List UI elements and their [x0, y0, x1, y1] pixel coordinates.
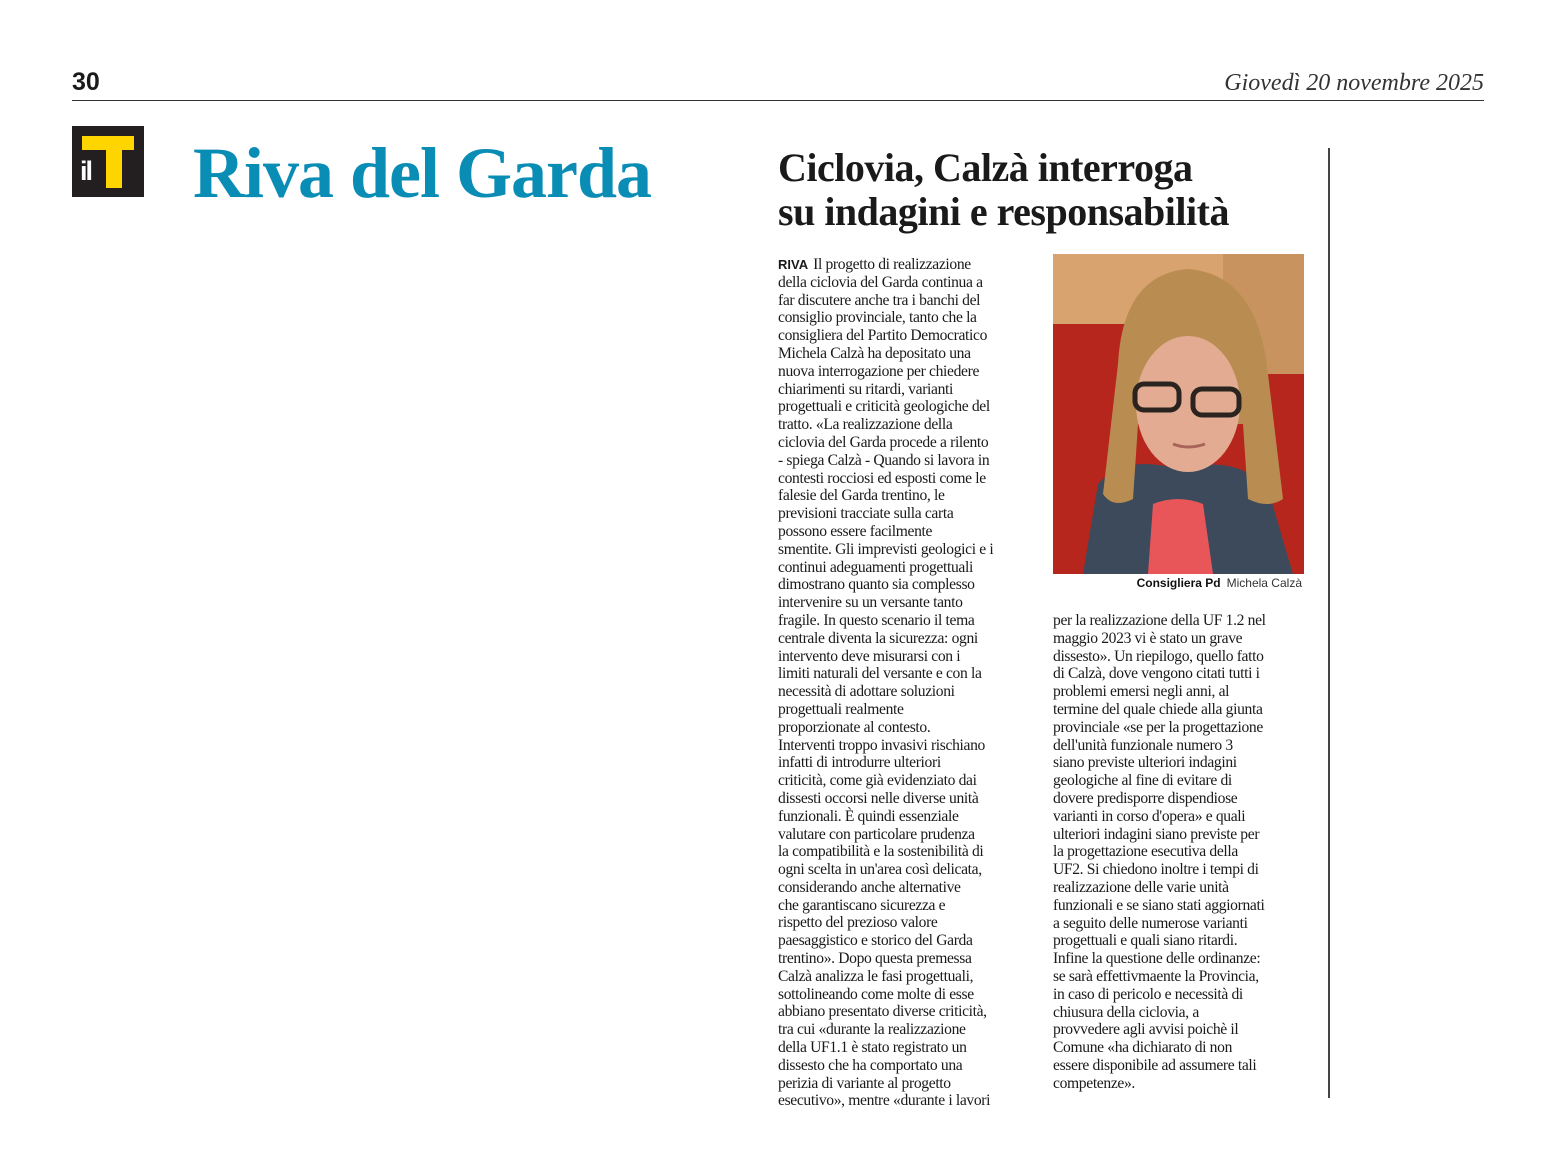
- text-line-content: intervenire su un versante tanto: [778, 594, 963, 612]
- text-line: [778, 363, 993, 381]
- text-line-content: a seguito delle numerose varianti: [1053, 914, 1248, 932]
- text-line: [778, 665, 993, 683]
- dateline: RIVA: [778, 257, 809, 272]
- text-line: [1053, 1004, 1266, 1022]
- text-line: [778, 381, 993, 399]
- text-line-content: che garantiscano sicurezza e: [778, 896, 946, 914]
- text-line-content: maggio 2023 vi è stato un grave: [1053, 629, 1243, 647]
- text-line-content: limiti naturali del versante e con la: [778, 665, 982, 683]
- text-line: [778, 612, 993, 630]
- text-line-content: far discutere anche tra i banchi del: [778, 291, 981, 309]
- text-line-content: ciclovia del Garda procede a rilento: [778, 433, 989, 451]
- issue-date: Giovedì 20 novembre 2025: [1224, 70, 1484, 96]
- text-line-content: - spiega Calzà - Quando si lavora in: [778, 451, 990, 469]
- text-line-content: esecutivo», mentre «durante i lavori: [778, 1092, 991, 1110]
- text-line: [1053, 932, 1266, 950]
- text-line-content: trentino». Dopo questa premessa: [778, 950, 972, 968]
- article-column-2: [1053, 612, 1266, 1093]
- text-line-content: problemi emersi negli anni, al: [1053, 683, 1230, 701]
- text-line-content: fragile. In questo scenario il tema: [778, 611, 975, 629]
- text-line: [1053, 630, 1266, 648]
- text-line: [778, 754, 993, 772]
- text-line: [1053, 897, 1266, 915]
- text-line: [1053, 826, 1266, 844]
- text-line: [1053, 1039, 1266, 1057]
- text-line: [1053, 648, 1266, 666]
- text-line-content: perizia di variante al progetto: [778, 1074, 951, 1092]
- text-line: [778, 1057, 993, 1075]
- text-line: [778, 594, 993, 612]
- text-line: [778, 256, 993, 274]
- text-line-content: della UF1.1 è stato registrato un: [778, 1039, 967, 1057]
- text-line-content: intervento deve misurarsi con i: [778, 647, 961, 665]
- text-line: [778, 737, 993, 755]
- text-line-content: dissesti occorsi nelle diverse unità: [778, 789, 979, 807]
- text-line: [778, 487, 993, 505]
- portrait-photo: [1053, 254, 1304, 574]
- text-line: [1053, 719, 1266, 737]
- text-line-content: dissesto». Un riepilogo, quello fatto: [1053, 647, 1264, 665]
- text-line: [778, 505, 993, 523]
- text-line-content: chiarimenti su ritardi, varianti: [778, 380, 953, 398]
- text-line: [1053, 950, 1266, 968]
- page-number: 30: [72, 68, 100, 96]
- text-line-content: rispetto del prezioso valore: [778, 914, 938, 932]
- text-line: [778, 1092, 993, 1110]
- text-line: [778, 861, 993, 879]
- text-line-content: Infine la questione delle ordinanze:: [1053, 950, 1261, 968]
- text-line-content: per la realizzazione della UF 1.2 nel: [1053, 612, 1266, 629]
- text-line: [1053, 790, 1266, 808]
- caption-label: Consigliera Pd: [1136, 576, 1221, 590]
- text-line-content: termine del quale chiede alla giunta: [1053, 700, 1263, 718]
- text-line: [778, 648, 993, 666]
- text-line: [778, 843, 993, 861]
- article-column-1: [778, 256, 993, 1110]
- text-line-content: funzionali. È quindi essenziale: [778, 807, 959, 825]
- text-line-content: nuova interrogazione per chiedere: [778, 362, 980, 380]
- text-line-content: infatti di introdurre ulteriori: [778, 754, 941, 772]
- text-line-content: abbiano presentato diverse criticità,: [778, 1003, 987, 1021]
- text-line-content: progettuali realmente: [778, 700, 904, 718]
- text-line-content: considerando anche alternative: [778, 878, 961, 896]
- text-line: [1053, 1057, 1266, 1075]
- text-line-content: realizzazione delle varie unità: [1053, 878, 1229, 896]
- text-line-content: paesaggistico e storico del Garda: [778, 932, 973, 950]
- text-line: [778, 470, 993, 488]
- text-line: [1053, 986, 1266, 1004]
- photo-caption: [1053, 576, 1302, 590]
- text-line: [778, 808, 993, 826]
- text-line: [1053, 843, 1266, 861]
- text-line-content: UF2. Si chiedono inoltre i tempi di: [1053, 861, 1259, 879]
- text-line-content: Michela Calzà ha depositato una: [778, 344, 971, 362]
- text-line-content: consiglio provinciale, tanto che la: [778, 309, 977, 327]
- text-line: [778, 559, 993, 577]
- text-line: [778, 309, 993, 327]
- text-line-content: progettuali e quali siano ritardi.: [1053, 932, 1238, 950]
- text-line: [778, 416, 993, 434]
- text-line: [778, 1003, 993, 1021]
- text-line: [1053, 879, 1266, 897]
- text-line: [778, 452, 993, 470]
- text-line: [778, 523, 993, 541]
- text-line-content: falesie del Garda trentino, le: [778, 487, 945, 505]
- text-line: [778, 1021, 993, 1039]
- text-line: [1053, 915, 1266, 933]
- text-line-content: possono essere facilmente: [778, 522, 933, 540]
- text-line: [778, 897, 993, 915]
- article-headline: [778, 146, 1229, 234]
- text-line: [778, 950, 993, 968]
- text-line: [778, 274, 993, 292]
- text-line: [1053, 808, 1266, 826]
- text-line-content: proporzionate al contesto.: [778, 718, 931, 736]
- text-line-content: consigliera del Partito Democratico: [778, 327, 988, 345]
- text-line: [1053, 861, 1266, 879]
- newspaper-logo: il: [72, 126, 144, 197]
- text-line-content: previsioni tracciate sulla carta: [778, 505, 954, 523]
- text-line-content: ogni scelta in un'area così delicata,: [778, 861, 982, 879]
- text-line-content: la compatibilità e la sostenibilità di: [778, 843, 984, 861]
- text-line-content: necessità di adottare soluzioni: [778, 683, 955, 701]
- text-line: [778, 541, 993, 559]
- text-line: [1053, 612, 1266, 630]
- text-line-content: essere disponibile ad assumere tali: [1053, 1056, 1257, 1074]
- text-line: [1053, 701, 1266, 719]
- text-line: [1053, 754, 1266, 772]
- text-line-content: criticità, come già evidenziato dai: [778, 772, 977, 790]
- caption-name: Michela Calzà: [1226, 576, 1302, 590]
- section-title: Riva del Garda: [193, 133, 652, 213]
- text-line-content: di Calzà, dove vengono citati tutti i: [1053, 665, 1260, 683]
- text-line-content: in caso di pericolo e necessità di: [1053, 985, 1243, 1003]
- text-line: [778, 826, 993, 844]
- text-line: [1053, 1021, 1266, 1039]
- text-line: [778, 292, 993, 310]
- text-line: [1053, 665, 1266, 683]
- text-line-content: sottolineando come molte di esse: [778, 985, 974, 1003]
- text-line: [778, 1075, 993, 1093]
- text-line-content: continui adeguamenti progettuali: [778, 558, 973, 576]
- text-line: [1053, 683, 1266, 701]
- text-line-content: tra cui «durante la realizzazione: [778, 1021, 966, 1039]
- text-line-content: se sarà effettivmaente la Provincia,: [1053, 967, 1259, 985]
- text-line-content: la progettazione esecutiva della: [1053, 843, 1238, 861]
- text-line-content: Il progetto di realizzazione: [813, 256, 971, 273]
- text-line-content: tratto. «La realizzazione della: [778, 416, 953, 434]
- text-line: [778, 719, 993, 737]
- text-line-content: dovere predisporre dispendiose: [1053, 789, 1238, 807]
- text-line-content: smentite. Gli imprevisti geologici e i: [778, 540, 994, 558]
- text-line: [1053, 1075, 1266, 1093]
- text-line-content: siano previste ulteriori indagini: [1053, 754, 1237, 772]
- text-line: [778, 683, 993, 701]
- text-line-content: geologiche al fine di evitare di: [1053, 772, 1232, 790]
- text-line-content: dimostrano quanto sia complesso: [778, 576, 975, 594]
- text-line-content: varianti in corso d'opera» e quali: [1053, 807, 1246, 825]
- text-line: [778, 790, 993, 808]
- text-line-content: dissesto che ha comportato una: [778, 1056, 963, 1074]
- text-line: [778, 701, 993, 719]
- text-line-content: Interventi troppo invasivi rischiano: [778, 736, 985, 754]
- text-line-content: Comune «ha dichiarato di non: [1053, 1039, 1233, 1057]
- column-rule: [1328, 148, 1330, 1098]
- text-line-content: contesti rocciosi ed esposti come le: [778, 469, 986, 487]
- text-line: [778, 398, 993, 416]
- text-line-content: ulteriori indagini siano previste per: [1053, 825, 1260, 843]
- text-line: [778, 434, 993, 452]
- text-line-content: valutare con particolare prudenza: [778, 825, 975, 843]
- text-line-content: centrale diventa la sicurezza: ogni: [778, 629, 978, 647]
- text-line: [778, 986, 993, 1004]
- text-line: [778, 345, 993, 363]
- text-line: [1053, 772, 1266, 790]
- text-line: [778, 879, 993, 897]
- text-line-content: progettuali e criticità geologiche del: [778, 398, 990, 416]
- text-line-content: provvedere agli avvisi poichè il: [1053, 1021, 1239, 1039]
- text-line: [778, 327, 993, 345]
- headline-line: su indagini e responsabilità: [778, 189, 1229, 234]
- headline-line: Ciclovia, Calzà interroga: [778, 145, 1193, 190]
- text-line: [778, 630, 993, 648]
- text-line: [778, 772, 993, 790]
- text-line: [778, 1039, 993, 1057]
- text-line: [1053, 737, 1266, 755]
- text-line: [1053, 968, 1266, 986]
- text-line-content: competenze».: [1053, 1074, 1135, 1092]
- text-line: [778, 932, 993, 950]
- text-line-content: della ciclovia del Garda continua a: [778, 273, 983, 291]
- text-line: [778, 914, 993, 932]
- text-line-content: dell'unità funzionale numero 3: [1053, 736, 1233, 754]
- header-rule: [72, 100, 1484, 101]
- text-line-content: funzionali e se siano stati aggiornati: [1053, 896, 1265, 914]
- text-line: [778, 576, 993, 594]
- text-line-content: chiusura della ciclovia, a: [1053, 1003, 1199, 1021]
- text-line-content: Calzà analizza le fasi progettuali,: [778, 967, 974, 985]
- text-line: [778, 968, 993, 986]
- text-line-content: provinciale «se per la progettazione: [1053, 718, 1263, 736]
